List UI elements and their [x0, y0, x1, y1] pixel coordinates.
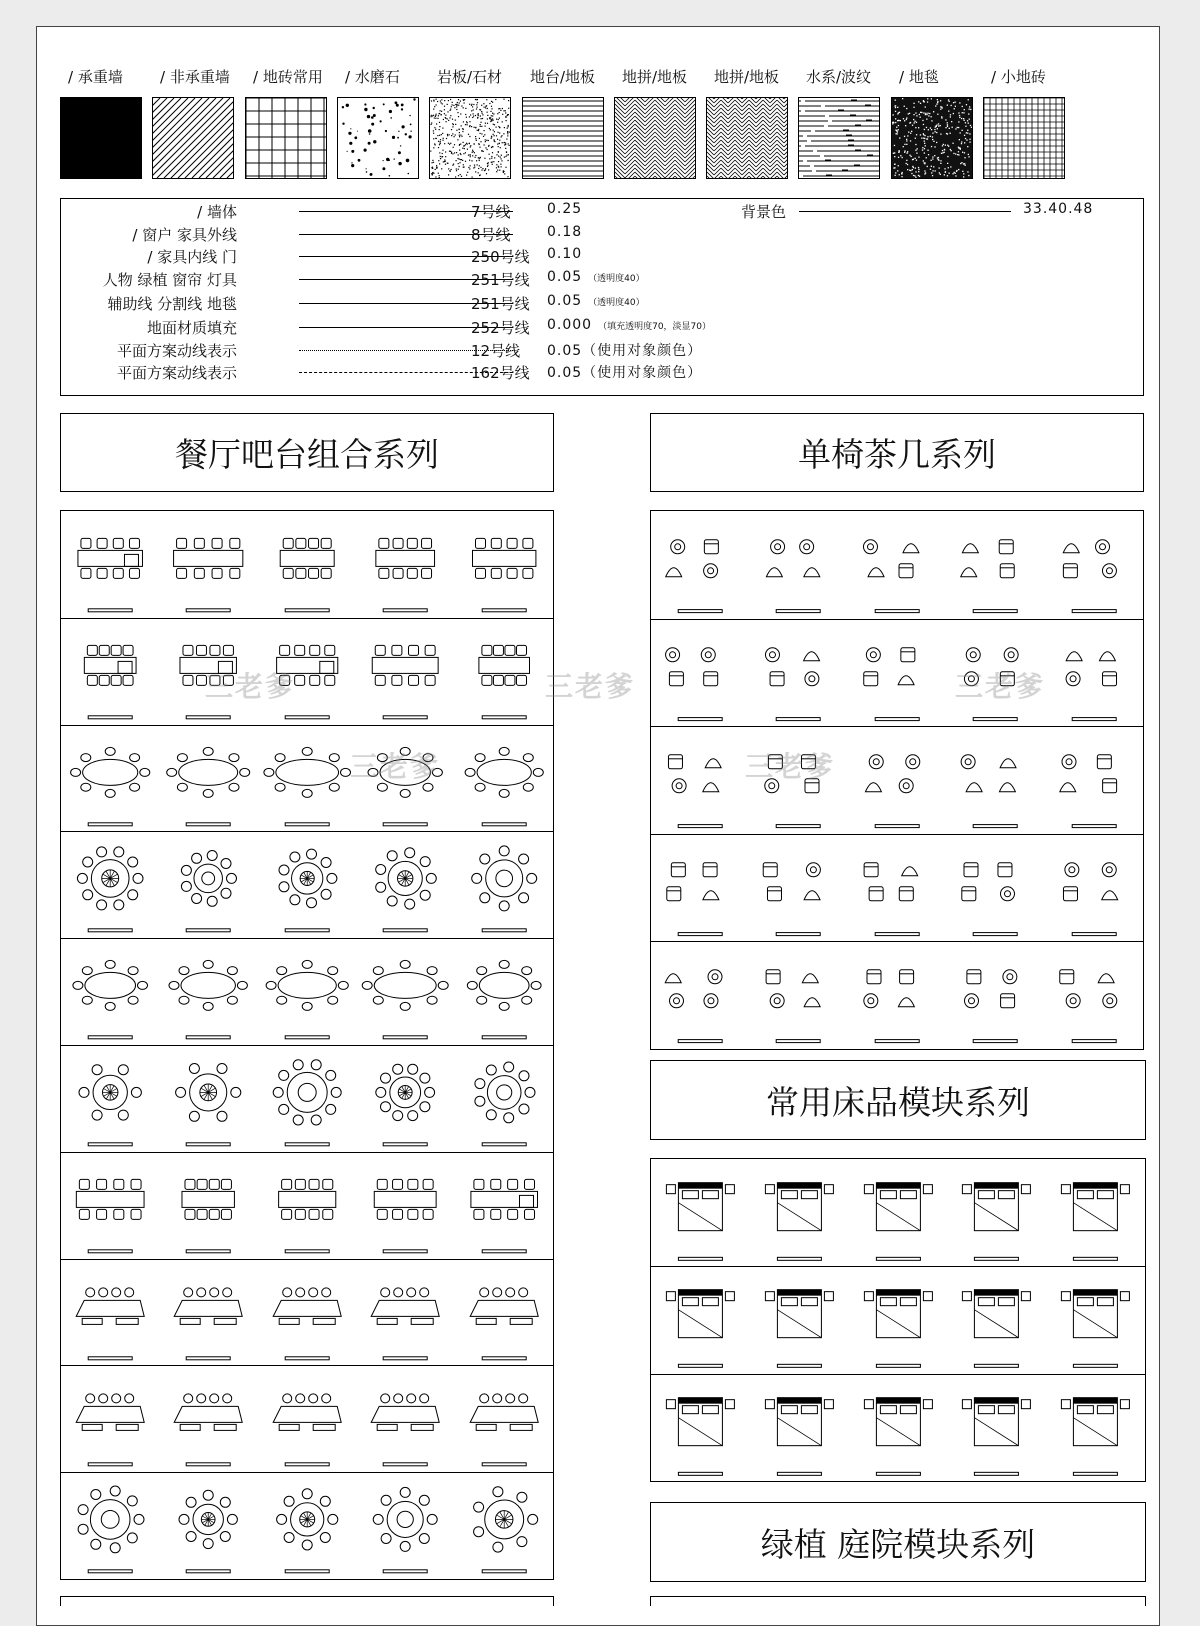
block-row	[651, 726, 1143, 835]
swatch-herring2	[706, 97, 788, 179]
furniture-block-icon	[651, 834, 749, 942]
furniture-block-icon	[159, 1472, 257, 1579]
cad-block-thumbnail	[651, 1374, 750, 1481]
chair-blocks-panel	[650, 510, 1144, 1050]
cad-block-thumbnail	[849, 1374, 948, 1481]
furniture-block-icon	[61, 1472, 159, 1579]
furniture-block-icon	[356, 618, 454, 725]
furniture-block-icon	[749, 619, 847, 727]
cad-block-thumbnail	[651, 511, 749, 619]
cad-block-thumbnail	[61, 1259, 159, 1366]
swatch-label: 地拼/地板	[714, 68, 780, 86]
furniture-block-icon	[848, 941, 946, 1049]
cad-block-thumbnail	[356, 511, 454, 618]
furniture-block-icon	[1045, 726, 1143, 834]
cad-block-thumbnail	[455, 618, 553, 725]
cad-block-thumbnail	[849, 1266, 948, 1373]
cad-block-thumbnail	[1045, 511, 1143, 619]
furniture-block-icon	[1046, 1159, 1145, 1266]
cad-block-thumbnail	[848, 619, 946, 727]
cad-block-thumbnail	[848, 511, 946, 619]
line-code: 8号线	[471, 226, 511, 244]
furniture-block-icon	[356, 1259, 454, 1366]
cad-block-thumbnail	[651, 619, 749, 727]
furniture-block-icon	[61, 618, 159, 725]
cad-block-thumbnail	[61, 831, 159, 938]
furniture-block-icon	[61, 1152, 159, 1259]
furniture-block-icon	[258, 511, 356, 618]
block-row	[61, 1152, 553, 1260]
line-code: 251号线	[471, 295, 530, 313]
furniture-block-icon	[258, 1259, 356, 1366]
cad-block-thumbnail	[455, 1472, 553, 1579]
furniture-block-icon	[848, 726, 946, 834]
block-row	[61, 1259, 553, 1367]
cad-block-thumbnail	[356, 831, 454, 938]
block-row	[651, 1266, 1145, 1374]
swatch-label: 地拼/地板	[622, 68, 688, 86]
line-width: 0.10	[547, 246, 583, 262]
furniture-block-icon	[455, 1045, 553, 1152]
furniture-block-icon	[61, 725, 159, 832]
furniture-block-icon	[651, 1374, 750, 1481]
line-legend-name: 辅助线 分割线 地毯	[107, 295, 237, 313]
cad-block-thumbnail	[258, 1259, 356, 1366]
line-note: （透明度40）	[588, 298, 645, 308]
furniture-block-icon	[61, 1259, 159, 1366]
cad-block-thumbnail	[455, 938, 553, 1045]
cad-block-thumbnail	[356, 618, 454, 725]
cad-block-thumbnail	[1045, 834, 1143, 942]
block-row	[61, 831, 553, 939]
watermark: 三老爹	[545, 670, 636, 703]
cad-block-thumbnail	[356, 1045, 454, 1152]
watermark: 三老爹	[955, 670, 1046, 703]
background-color-value: 33.40.48	[1023, 201, 1094, 217]
cad-block-thumbnail	[455, 725, 553, 832]
cad-block-thumbnail	[159, 1045, 257, 1152]
furniture-block-icon	[749, 511, 847, 619]
furniture-block-icon	[61, 938, 159, 1045]
line-code: 7号线	[471, 203, 511, 221]
block-row	[651, 941, 1143, 1049]
furniture-block-icon	[1045, 834, 1143, 942]
cad-block-thumbnail	[61, 511, 159, 618]
cad-block-thumbnail	[258, 831, 356, 938]
line-code: 252号线	[471, 319, 530, 337]
block-row	[61, 1365, 553, 1473]
swatch-hlines	[522, 97, 604, 179]
cad-block-thumbnail	[61, 1045, 159, 1152]
line-legend-name: / 家具内线 门	[147, 248, 237, 266]
swatch-label: 岩板/石材	[437, 68, 503, 86]
furniture-block-icon	[1046, 1374, 1145, 1481]
line-note: （填充透明度70，淡显70）	[598, 322, 711, 332]
swatch-grid	[245, 97, 327, 179]
line-legend-name: 平面方案动线表示	[116, 364, 237, 382]
cad-block-thumbnail	[1046, 1374, 1145, 1481]
furniture-block-icon	[61, 511, 159, 618]
line-width: 0.18	[547, 224, 583, 240]
cad-block-thumbnail	[651, 726, 749, 834]
furniture-block-icon	[1045, 619, 1143, 727]
furniture-block-icon	[848, 511, 946, 619]
line-code: 162号线	[471, 364, 530, 382]
cad-block-thumbnail	[159, 938, 257, 1045]
block-row	[651, 511, 1143, 620]
cad-block-thumbnail	[159, 1152, 257, 1259]
furniture-block-icon	[947, 1266, 1046, 1373]
line-width: 0.05（使用对象颜色）	[547, 365, 703, 381]
cad-block-thumbnail	[749, 941, 847, 1049]
furniture-block-icon	[651, 619, 749, 727]
watermark: 三老爹	[205, 670, 296, 703]
section-title-dining: 餐厅吧台组合系列	[60, 413, 554, 492]
line-weight-legend	[60, 198, 1144, 396]
furniture-block-icon	[1046, 1266, 1145, 1373]
furniture-block-icon	[356, 831, 454, 938]
cad-block-thumbnail	[750, 1159, 849, 1266]
cad-block-thumbnail	[159, 725, 257, 832]
swatch-herring	[614, 97, 696, 179]
swatch-water	[798, 97, 880, 179]
cad-block-thumbnail	[455, 1045, 553, 1152]
cad-block-thumbnail	[651, 834, 749, 942]
cad-block-thumbnail	[258, 1472, 356, 1579]
cad-block-thumbnail	[455, 831, 553, 938]
furniture-block-icon	[159, 1045, 257, 1152]
section-title-plants: 绿植 庭院模块系列	[650, 1502, 1146, 1582]
line-code: 251号线	[471, 271, 530, 289]
furniture-block-icon	[651, 511, 749, 619]
furniture-block-icon	[946, 726, 1044, 834]
furniture-block-icon	[651, 941, 749, 1049]
furniture-block-icon	[61, 831, 159, 938]
block-row	[61, 618, 553, 726]
cad-block-thumbnail	[1045, 619, 1143, 727]
cad-block-thumbnail	[61, 618, 159, 725]
line-width: 0.05 （透明度40）	[547, 269, 645, 285]
furniture-block-icon	[258, 831, 356, 938]
section-title-chairs: 单椅茶几系列	[650, 413, 1144, 492]
furniture-block-icon	[61, 1045, 159, 1152]
line-width: 0.05（使用对象颜色）	[547, 343, 703, 359]
cad-block-thumbnail	[159, 831, 257, 938]
furniture-block-icon	[159, 725, 257, 832]
cad-block-thumbnail	[946, 726, 1044, 834]
furniture-block-icon	[947, 1159, 1046, 1266]
cad-block-thumbnail	[61, 1365, 159, 1472]
cad-block-thumbnail	[258, 1152, 356, 1259]
cad-block-thumbnail	[159, 511, 257, 618]
block-row	[651, 834, 1143, 943]
line-width: 0.25	[547, 201, 583, 217]
cad-block-thumbnail	[356, 1472, 454, 1579]
cad-block-thumbnail	[258, 1365, 356, 1472]
swatch-diag	[152, 97, 234, 179]
line-legend-name: 平面方案动线表示	[116, 342, 237, 360]
line-code: 250号线	[471, 248, 530, 266]
furniture-block-icon	[258, 725, 356, 832]
furniture-block-icon	[258, 1472, 356, 1579]
cad-block-thumbnail	[946, 834, 1044, 942]
cad-block-thumbnail	[947, 1266, 1046, 1373]
line-legend-name: / 窗户 家具外线	[132, 226, 237, 244]
cad-block-thumbnail	[947, 1159, 1046, 1266]
cad-block-thumbnail	[749, 619, 847, 727]
section-title-beds: 常用床品模块系列	[650, 1060, 1146, 1140]
block-row	[651, 1374, 1145, 1481]
cad-block-thumbnail	[750, 1266, 849, 1373]
furniture-block-icon	[356, 938, 454, 1045]
furniture-block-icon	[750, 1374, 849, 1481]
cad-block-thumbnail	[651, 1159, 750, 1266]
cad-block-thumbnail	[455, 511, 553, 618]
line-width: 0.000 （填充透明度70，淡显70）	[547, 317, 711, 333]
furniture-block-icon	[258, 1045, 356, 1152]
background-color-leader	[799, 211, 1011, 212]
furniture-block-icon	[947, 1374, 1046, 1481]
furniture-block-icon	[750, 1266, 849, 1373]
furniture-block-icon	[455, 1365, 553, 1472]
furniture-block-icon	[159, 938, 257, 1045]
furniture-block-icon	[750, 1159, 849, 1266]
block-row	[61, 725, 553, 833]
line-legend-name: / 墙体	[197, 203, 237, 221]
furniture-block-icon	[455, 511, 553, 618]
cad-block-thumbnail	[356, 1365, 454, 1472]
cad-block-thumbnail	[1045, 726, 1143, 834]
furniture-block-icon	[1045, 511, 1143, 619]
furniture-block-icon	[946, 941, 1044, 1049]
furniture-block-icon	[455, 618, 553, 725]
furniture-block-icon	[455, 938, 553, 1045]
cad-block-thumbnail	[849, 1159, 948, 1266]
line-width: 0.05 （透明度40）	[547, 293, 645, 309]
cad-block-thumbnail	[258, 938, 356, 1045]
bed-blocks-panel	[650, 1158, 1146, 1482]
cad-block-thumbnail	[946, 511, 1044, 619]
block-row	[651, 1159, 1145, 1267]
furniture-block-icon	[946, 834, 1044, 942]
swatch-stone	[429, 97, 511, 179]
block-row	[61, 1472, 553, 1579]
furniture-block-icon	[455, 725, 553, 832]
furniture-block-icon	[848, 619, 946, 727]
furniture-block-icon	[651, 1266, 750, 1373]
block-row	[61, 511, 553, 619]
furniture-block-icon	[356, 1472, 454, 1579]
furniture-block-icon	[848, 834, 946, 942]
furniture-block-icon	[651, 726, 749, 834]
furniture-block-icon	[1045, 941, 1143, 1049]
furniture-block-icon	[159, 511, 257, 618]
swatch-label: / 承重墙	[68, 68, 123, 86]
swatch-label: 地台/地板	[530, 68, 596, 86]
cad-block-thumbnail	[258, 511, 356, 618]
furniture-block-icon	[356, 1365, 454, 1472]
cad-block-thumbnail	[651, 1266, 750, 1373]
line-legend-name: 地面材质填充	[146, 319, 237, 337]
furniture-block-icon	[159, 1152, 257, 1259]
cad-block-thumbnail	[651, 941, 749, 1049]
furniture-block-icon	[356, 1152, 454, 1259]
cad-block-thumbnail	[61, 1472, 159, 1579]
cad-block-thumbnail	[848, 941, 946, 1049]
cad-block-thumbnail	[947, 1374, 1046, 1481]
swatch-label: 水系/波纹	[806, 68, 872, 86]
cad-block-thumbnail	[1046, 1159, 1145, 1266]
cad-block-thumbnail	[749, 834, 847, 942]
furniture-block-icon	[849, 1374, 948, 1481]
furniture-block-icon	[946, 511, 1044, 619]
furniture-block-icon	[455, 1472, 553, 1579]
dining-blocks-panel	[60, 510, 554, 1580]
swatch-solid	[60, 97, 142, 179]
cad-block-thumbnail	[848, 834, 946, 942]
swatch-smallgrid	[983, 97, 1065, 179]
cad-block-thumbnail	[1045, 941, 1143, 1049]
cad-block-thumbnail	[749, 511, 847, 619]
furniture-block-icon	[849, 1159, 948, 1266]
furniture-block-icon	[258, 1152, 356, 1259]
cad-block-thumbnail	[258, 1045, 356, 1152]
cad-block-thumbnail	[1046, 1266, 1145, 1373]
furniture-block-icon	[651, 1159, 750, 1266]
swatch-label: / 地砖常用	[253, 68, 323, 86]
swatch-carpet	[891, 97, 973, 179]
line-note: （透明度40）	[588, 274, 645, 284]
cad-block-thumbnail	[455, 1365, 553, 1472]
cad-block-thumbnail	[356, 938, 454, 1045]
furniture-block-icon	[455, 1152, 553, 1259]
watermark: 三老爹	[745, 750, 836, 783]
cad-block-thumbnail	[61, 1152, 159, 1259]
furniture-block-icon	[258, 938, 356, 1045]
furniture-block-icon	[159, 831, 257, 938]
furniture-block-icon	[455, 1259, 553, 1366]
cad-block-thumbnail	[356, 1152, 454, 1259]
furniture-block-icon	[356, 511, 454, 618]
furniture-block-icon	[356, 1045, 454, 1152]
cad-block-thumbnail	[356, 1259, 454, 1366]
cad-block-thumbnail	[159, 1259, 257, 1366]
cad-block-thumbnail	[750, 1374, 849, 1481]
cad-block-thumbnail	[946, 941, 1044, 1049]
next-panel-edge-right	[650, 1596, 1146, 1606]
cad-block-thumbnail	[159, 1472, 257, 1579]
background-color-label: 背景色	[741, 203, 787, 221]
swatch-label: / 地毯	[899, 68, 939, 86]
next-panel-edge-left	[60, 1596, 554, 1606]
cad-block-thumbnail	[455, 1152, 553, 1259]
swatch-label: / 小地砖	[991, 68, 1046, 86]
block-row	[61, 1045, 553, 1153]
furniture-block-icon	[849, 1266, 948, 1373]
furniture-block-icon	[258, 1365, 356, 1472]
block-row	[61, 938, 553, 1046]
furniture-block-icon	[61, 1365, 159, 1472]
line-legend-name: 人物 绿植 窗帘 灯具	[102, 271, 237, 289]
watermark: 三老爹	[350, 750, 441, 783]
swatch-label: / 非承重墙	[160, 68, 230, 86]
block-row	[651, 619, 1143, 728]
furniture-block-icon	[159, 1259, 257, 1366]
line-code: 12号线	[471, 342, 521, 360]
furniture-block-icon	[455, 831, 553, 938]
cad-block-thumbnail	[159, 1365, 257, 1472]
cad-block-thumbnail	[455, 1259, 553, 1366]
furniture-block-icon	[749, 941, 847, 1049]
cad-block-thumbnail	[61, 725, 159, 832]
furniture-block-icon	[159, 1365, 257, 1472]
swatch-label: / 水磨石	[345, 68, 400, 86]
cad-block-thumbnail	[61, 938, 159, 1045]
swatch-terrazzo	[337, 97, 419, 179]
cad-block-thumbnail	[848, 726, 946, 834]
cad-block-thumbnail	[258, 725, 356, 832]
furniture-block-icon	[749, 834, 847, 942]
